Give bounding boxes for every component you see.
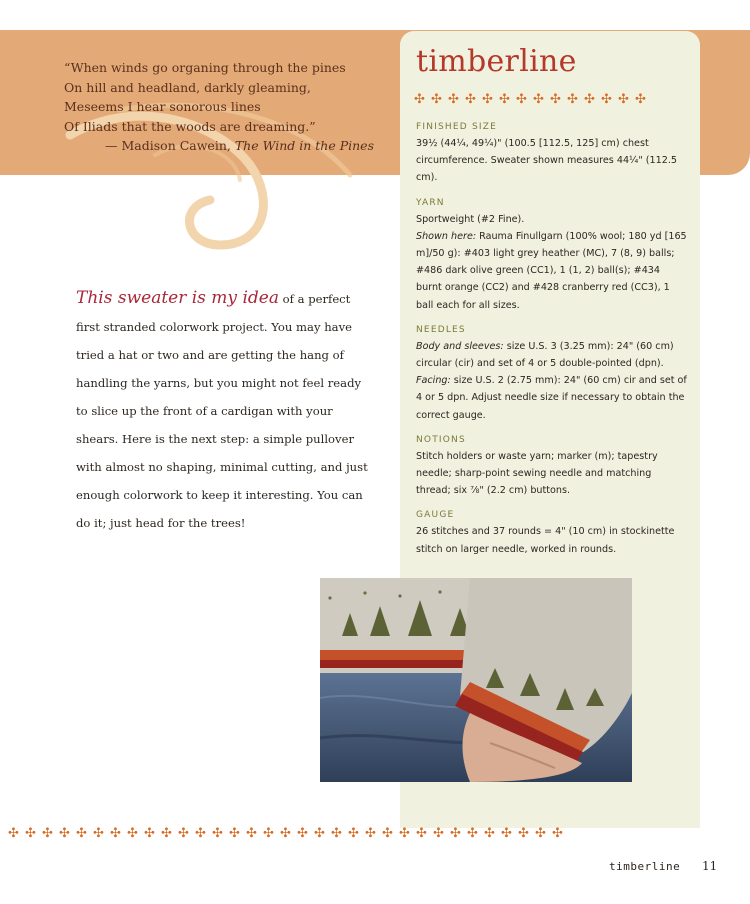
cross-ornament-icon: ✣ (484, 826, 498, 841)
cross-ornament-icon: ✣ (8, 826, 22, 841)
pattern-specs (416, 120, 688, 558)
needles-facing-label: Facing: (416, 375, 451, 387)
cross-ornament-icon: ✣ (584, 92, 598, 107)
cross-ornament-icon: ✣ (567, 92, 581, 107)
notions-heading: NOTIONS (416, 434, 466, 445)
cross-ornament-icon: ✣ (76, 826, 90, 841)
cross-ornament-icon: ✣ (93, 826, 107, 841)
cross-ornament-icon: ✣ (399, 826, 413, 841)
cross-ornament-icon: ✣ (382, 826, 396, 841)
needles-body-label: Body and sleeves: (416, 340, 504, 352)
cross-ornament-icon: ✣ (533, 92, 547, 107)
cross-ornament-icon: ✣ (314, 826, 328, 841)
cross-ornament-icon: ✣ (280, 826, 294, 841)
cross-ornament-icon: ✣ (178, 826, 192, 841)
needles-heading: NEEDLES (416, 324, 466, 335)
gauge-text: 26 stitches and 37 rounds = 4" (10 cm) in stockinette stitch on larger needle, worked in rounds. (416, 526, 675, 555)
cross-ornament-icon: ✣ (601, 92, 615, 107)
needles-body-text: size U.S. 3 (3.25 mm): 24" (60 cm) circular (cir) and set of 4 or 5 double-pointed (dpn). (416, 340, 674, 370)
epigraph-quote (64, 58, 394, 156)
cross-ornament-icon: ✣ (501, 826, 515, 841)
finished-size-heading: FINISHED SIZE (416, 122, 497, 132)
cross-ornament-icon: ✣ (25, 826, 39, 841)
yarn-weight: Sportweight (#2 Fine). (416, 213, 525, 225)
cross-ornament-icon: ✣ (450, 826, 464, 841)
cross-ornament-icon: ✣ (433, 826, 447, 841)
gauge-heading: GAUGE (416, 510, 455, 521)
ornament-border-bottom (8, 828, 569, 840)
notions-text: Stitch holders or waste yarn; marker (m); tapestry needle; sharp-point sewing needle and matching thread; six ⅞" (2.2 cm) buttons. (416, 450, 658, 497)
cross-ornament-icon: ✣ (635, 92, 649, 107)
intro-body: of a perfect first stranded colorwork project. You may have tried a hat or two and are getting the hang of handling the yarns, but you might not feel ready to slice up the front of a cardigan with your shears. Here is the next step: a simple pullover with almost no shaping, minimal cutting, and just enough colorwork to keep it interesting. You can do it; just head for the trees! (76, 292, 368, 530)
quote-line: Of Iliads that the woods are dreaming.” (64, 118, 316, 134)
cross-ornament-icon: ✣ (59, 826, 73, 841)
cross-ornament-icon: ✣ (110, 826, 124, 841)
finished-size-text: 39½ (44¼, 49¼)" (100.5 [112.5, 125] cm) chest circumference. Sweater shown measures 44¼" (112.5 cm). (416, 138, 678, 184)
cross-ornament-icon: ✣ (229, 826, 243, 841)
quote-attribution (64, 136, 394, 156)
page-number: 11 (702, 859, 718, 873)
cross-ornament-icon: ✣ (465, 92, 479, 107)
intro-lead: This sweater is my idea (76, 288, 279, 308)
cross-ornament-icon: ✣ (246, 826, 260, 841)
cross-ornament-icon: ✣ (365, 826, 379, 841)
needles-text (416, 338, 688, 424)
cross-ornament-icon: ✣ (195, 826, 209, 841)
cross-ornament-icon: ✣ (516, 92, 530, 107)
ornament-border-top (414, 94, 652, 106)
cross-ornament-icon: ✣ (42, 826, 56, 841)
sweater-cuff-photo (320, 578, 632, 782)
cross-ornament-icon: ✣ (416, 826, 430, 841)
cross-ornament-icon: ✣ (331, 826, 345, 841)
cross-ornament-icon: ✣ (161, 826, 175, 841)
yarn-shown-here (416, 228, 688, 314)
cross-ornament-icon: ✣ (263, 826, 277, 841)
needles-facing-text: size U.S. 2 (2.75 mm): 24" (60 cm) cir and set of 4 or 5 dpn. Adjust needle size if necessary to obtain the correct gauge. (416, 375, 687, 421)
cross-ornament-icon: ✣ (482, 92, 496, 107)
yarn-shown-label: Shown here: (416, 230, 477, 242)
quote-line: “When winds go organing through the pines (64, 60, 346, 75)
cross-ornament-icon: ✣ (144, 826, 158, 841)
cross-ornament-icon: ✣ (618, 92, 632, 107)
cross-ornament-icon: ✣ (518, 826, 532, 841)
attribution-author: — Madison Cawein, (105, 138, 231, 153)
cross-ornament-icon: ✣ (552, 826, 566, 841)
cross-ornament-icon: ✣ (127, 826, 141, 841)
yarn-shown-text: Rauma Finullgarn (100% wool; 180 yd [165 m]/50 g): #403 light grey heather (MC), 7 (8, 9) balls; #486 dark olive green (CC1), 1 (1, 2) ball(s); #434 burnt orange (CC2) and #428 cranberry red (CC3), 1 ball each for all sizes. (416, 230, 687, 311)
yarn-heading: YARN (416, 197, 445, 208)
cross-ornament-icon: ✣ (448, 92, 462, 107)
cross-ornament-icon: ✣ (467, 826, 481, 841)
cross-ornament-icon: ✣ (297, 826, 311, 841)
cross-ornament-icon: ✣ (550, 92, 564, 107)
intro-paragraph (76, 284, 376, 537)
pattern-title: timberline (416, 44, 577, 79)
quote-line: Meseems I hear sonorous lines (64, 99, 261, 114)
cross-ornament-icon: ✣ (431, 92, 445, 107)
quote-line: On hill and headland, darkly gleaming, (64, 79, 311, 95)
running-footer-title: timberline (609, 860, 681, 873)
cross-ornament-icon: ✣ (499, 92, 513, 107)
attribution-work: The Wind in the Pines (234, 138, 374, 153)
cross-ornament-icon: ✣ (348, 826, 362, 841)
cross-ornament-icon: ✣ (212, 826, 226, 841)
cross-ornament-icon: ✣ (535, 826, 549, 841)
cross-ornament-icon: ✣ (414, 92, 428, 107)
